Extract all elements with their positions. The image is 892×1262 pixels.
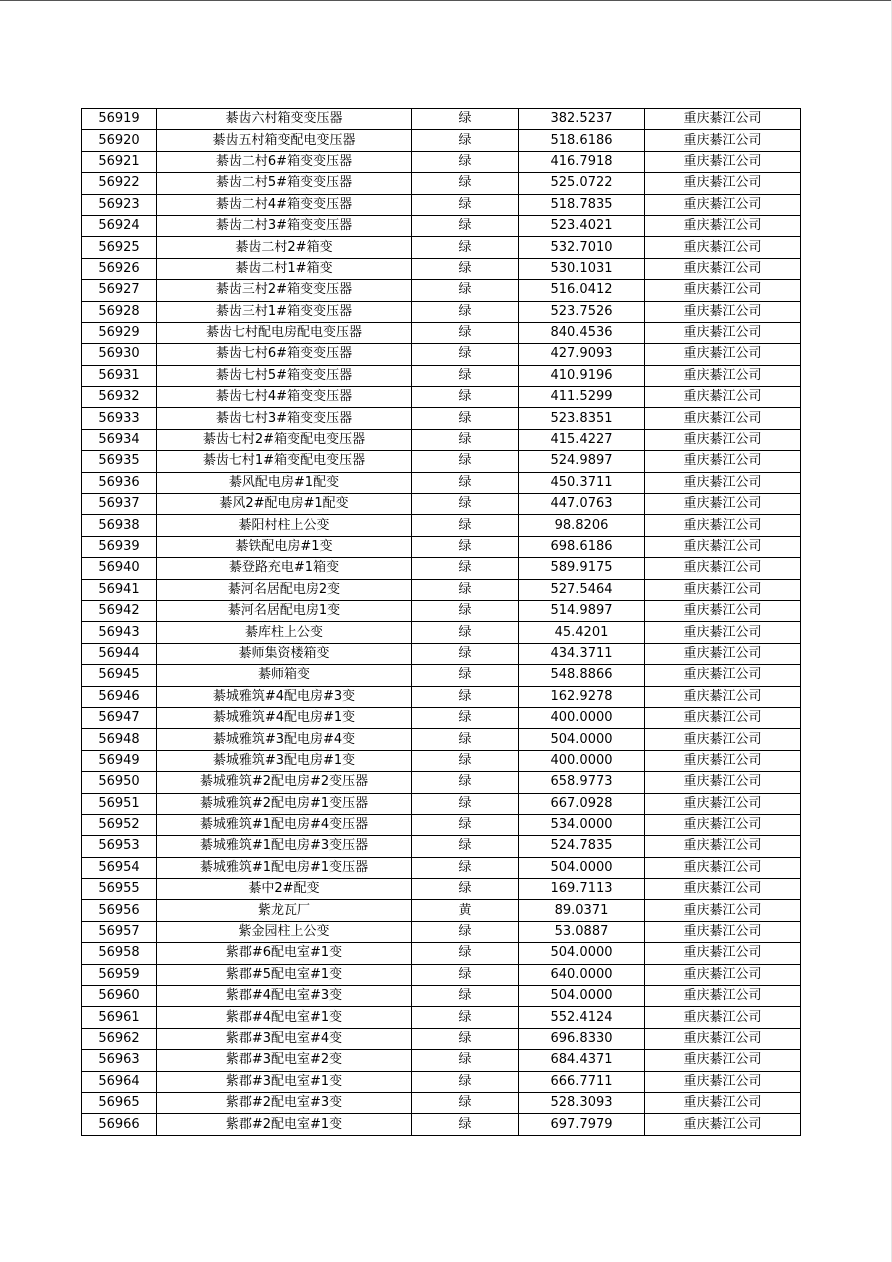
table-row: [82, 280, 801, 301]
row-company-cell: 重庆綦江公司: [645, 900, 801, 921]
table-row: [82, 729, 801, 750]
table-row: [82, 194, 801, 215]
table-row: [82, 408, 801, 429]
row-name-cell: 綦城雅筑#3配电房#4变: [157, 729, 412, 750]
row-name-cell: 綦齿七村5#箱变变压器: [157, 365, 412, 386]
row-value-cell: 696.8330: [519, 1028, 645, 1049]
table-row: [82, 622, 801, 643]
row-id-cell: 56961: [82, 1007, 157, 1028]
row-name-cell: 綦城雅筑#2配电房#1变压器: [157, 793, 412, 814]
table-row: [82, 750, 801, 771]
row-id-cell: 56957: [82, 921, 157, 942]
row-company-cell: 重庆綦江公司: [645, 301, 801, 322]
row-status-cell: 绿: [412, 1071, 519, 1092]
row-id-cell: 56925: [82, 237, 157, 258]
row-id-cell: 56946: [82, 686, 157, 707]
row-id-cell: 56928: [82, 301, 157, 322]
table-row: [82, 900, 801, 921]
row-status-cell: 绿: [412, 344, 519, 365]
table-row: [82, 109, 801, 130]
row-value-cell: 434.3711: [519, 643, 645, 664]
row-name-cell: 綦河名居配电房2变: [157, 579, 412, 600]
row-value-cell: 530.1031: [519, 258, 645, 279]
row-value-cell: 162.9278: [519, 686, 645, 707]
row-id-cell: 56950: [82, 772, 157, 793]
row-id-cell: 56940: [82, 558, 157, 579]
row-id-cell: 56941: [82, 579, 157, 600]
row-company-cell: 重庆綦江公司: [645, 130, 801, 151]
row-value-cell: 528.3093: [519, 1092, 645, 1113]
row-value-cell: 697.7979: [519, 1114, 645, 1135]
row-value-cell: 840.4536: [519, 322, 645, 343]
row-name-cell: 綦齿五村箱变配电变压器: [157, 130, 412, 151]
row-status-cell: 绿: [412, 151, 519, 172]
row-name-cell: 紫郡#3配电室#2变: [157, 1050, 412, 1071]
row-name-cell: 綦齿二村4#箱变变压器: [157, 194, 412, 215]
row-company-cell: 重庆綦江公司: [645, 1092, 801, 1113]
row-company-cell: 重庆綦江公司: [645, 1028, 801, 1049]
row-company-cell: 重庆綦江公司: [645, 515, 801, 536]
row-value-cell: 45.4201: [519, 622, 645, 643]
row-company-cell: 重庆綦江公司: [645, 729, 801, 750]
row-name-cell: 綦师箱变: [157, 665, 412, 686]
row-company-cell: 重庆綦江公司: [645, 280, 801, 301]
row-id-cell: 56934: [82, 429, 157, 450]
row-status-cell: 绿: [412, 857, 519, 878]
table-row: [82, 579, 801, 600]
table-row: [82, 1028, 801, 1049]
row-id-cell: 56958: [82, 943, 157, 964]
row-value-cell: 400.0000: [519, 707, 645, 728]
row-name-cell: 綦齿六村箱变变压器: [157, 109, 412, 130]
row-name-cell: 紫郡#3配电室#1变: [157, 1071, 412, 1092]
row-id-cell: 56951: [82, 793, 157, 814]
row-id-cell: 56956: [82, 900, 157, 921]
row-id-cell: 56942: [82, 600, 157, 621]
row-value-cell: 504.0000: [519, 986, 645, 1007]
row-id-cell: 56949: [82, 750, 157, 771]
row-name-cell: 紫郡#4配电室#3变: [157, 986, 412, 1007]
row-status-cell: 绿: [412, 707, 519, 728]
row-value-cell: 532.7010: [519, 237, 645, 258]
row-name-cell: 綦铁配电房#1变: [157, 536, 412, 557]
row-id-cell: 56930: [82, 344, 157, 365]
row-status-cell: 绿: [412, 109, 519, 130]
row-value-cell: 416.7918: [519, 151, 645, 172]
row-status-cell: 绿: [412, 451, 519, 472]
row-value-cell: 667.0928: [519, 793, 645, 814]
table-row: [82, 943, 801, 964]
row-company-cell: 重庆綦江公司: [645, 750, 801, 771]
table-row: [82, 879, 801, 900]
row-status-cell: 绿: [412, 237, 519, 258]
row-name-cell: 紫龙瓦厂: [157, 900, 412, 921]
row-status-cell: 绿: [412, 387, 519, 408]
row-company-cell: 重庆綦江公司: [645, 579, 801, 600]
row-id-cell: 56964: [82, 1071, 157, 1092]
table-row: [82, 173, 801, 194]
row-id-cell: 56920: [82, 130, 157, 151]
row-value-cell: 53.0887: [519, 921, 645, 942]
row-id-cell: 56962: [82, 1028, 157, 1049]
row-company-cell: 重庆綦江公司: [645, 1050, 801, 1071]
row-status-cell: 绿: [412, 194, 519, 215]
row-name-cell: 綦城雅筑#4配电房#1变: [157, 707, 412, 728]
row-company-cell: 重庆綦江公司: [645, 237, 801, 258]
row-company-cell: 重庆綦江公司: [645, 943, 801, 964]
row-name-cell: 綦风2#配电房#1配变: [157, 494, 412, 515]
row-value-cell: 658.9773: [519, 772, 645, 793]
table-row: [82, 772, 801, 793]
table-row: [82, 237, 801, 258]
row-company-cell: 重庆綦江公司: [645, 793, 801, 814]
row-company-cell: 重庆綦江公司: [645, 387, 801, 408]
row-status-cell: 绿: [412, 215, 519, 236]
row-id-cell: 56944: [82, 643, 157, 664]
row-company-cell: 重庆綦江公司: [645, 322, 801, 343]
row-name-cell: 綦城雅筑#3配电房#1变: [157, 750, 412, 771]
row-id-cell: 56932: [82, 387, 157, 408]
table-row: [82, 793, 801, 814]
row-value-cell: 89.0371: [519, 900, 645, 921]
row-name-cell: 綦师集资楼箱变: [157, 643, 412, 664]
row-name-cell: 綦齿二村6#箱变变压器: [157, 151, 412, 172]
row-status-cell: 绿: [412, 793, 519, 814]
row-value-cell: 548.8866: [519, 665, 645, 686]
row-status-cell: 绿: [412, 1007, 519, 1028]
row-value-cell: 523.8351: [519, 408, 645, 429]
table-row: [82, 515, 801, 536]
table-row: [82, 686, 801, 707]
row-value-cell: 684.4371: [519, 1050, 645, 1071]
row-company-cell: 重庆綦江公司: [645, 429, 801, 450]
table-row: [82, 451, 801, 472]
table-row: [82, 536, 801, 557]
row-value-cell: 516.0412: [519, 280, 645, 301]
row-company-cell: 重庆綦江公司: [645, 1114, 801, 1135]
row-value-cell: 524.7835: [519, 836, 645, 857]
row-name-cell: 綦齿二村1#箱变: [157, 258, 412, 279]
row-status-cell: 绿: [412, 365, 519, 386]
table-row: [82, 558, 801, 579]
row-status-cell: 绿: [412, 429, 519, 450]
table-row: [82, 707, 801, 728]
row-id-cell: 56939: [82, 536, 157, 557]
row-id-cell: 56953: [82, 836, 157, 857]
table-row: [82, 1050, 801, 1071]
row-status-cell: 黄: [412, 900, 519, 921]
row-value-cell: 411.5299: [519, 387, 645, 408]
table-row: [82, 258, 801, 279]
row-status-cell: 绿: [412, 600, 519, 621]
row-status-cell: 绿: [412, 879, 519, 900]
row-company-cell: 重庆綦江公司: [645, 986, 801, 1007]
row-value-cell: 518.7835: [519, 194, 645, 215]
row-value-cell: 524.9897: [519, 451, 645, 472]
row-status-cell: 绿: [412, 729, 519, 750]
row-id-cell: 56954: [82, 857, 157, 878]
row-name-cell: 綦齿三村2#箱变变压器: [157, 280, 412, 301]
row-company-cell: 重庆綦江公司: [645, 1007, 801, 1028]
row-id-cell: 56933: [82, 408, 157, 429]
row-id-cell: 56931: [82, 365, 157, 386]
row-company-cell: 重庆綦江公司: [645, 258, 801, 279]
row-value-cell: 698.6186: [519, 536, 645, 557]
row-id-cell: 56921: [82, 151, 157, 172]
row-company-cell: 重庆綦江公司: [645, 814, 801, 835]
table-row: [82, 151, 801, 172]
table-row: [82, 387, 801, 408]
row-value-cell: 666.7711: [519, 1071, 645, 1092]
row-company-cell: 重庆綦江公司: [645, 536, 801, 557]
row-company-cell: 重庆綦江公司: [645, 622, 801, 643]
row-company-cell: 重庆綦江公司: [645, 365, 801, 386]
row-status-cell: 绿: [412, 130, 519, 151]
row-company-cell: 重庆綦江公司: [645, 772, 801, 793]
row-name-cell: 綦河名居配电房1变: [157, 600, 412, 621]
row-id-cell: 56919: [82, 109, 157, 130]
row-value-cell: 518.6186: [519, 130, 645, 151]
row-id-cell: 56926: [82, 258, 157, 279]
row-id-cell: 56937: [82, 494, 157, 515]
row-value-cell: 504.0000: [519, 729, 645, 750]
table-row: [82, 836, 801, 857]
table-row: [82, 344, 801, 365]
row-name-cell: 綦齿七村3#箱变变压器: [157, 408, 412, 429]
row-status-cell: 绿: [412, 772, 519, 793]
row-id-cell: 56947: [82, 707, 157, 728]
row-id-cell: 56959: [82, 964, 157, 985]
row-value-cell: 415.4227: [519, 429, 645, 450]
row-id-cell: 56960: [82, 986, 157, 1007]
row-company-cell: 重庆綦江公司: [645, 472, 801, 493]
row-name-cell: 綦齿七村4#箱变变压器: [157, 387, 412, 408]
row-company-cell: 重庆綦江公司: [645, 600, 801, 621]
row-value-cell: 98.8206: [519, 515, 645, 536]
row-status-cell: 绿: [412, 536, 519, 557]
row-status-cell: 绿: [412, 665, 519, 686]
table-row: [82, 964, 801, 985]
row-status-cell: 绿: [412, 1114, 519, 1135]
row-status-cell: 绿: [412, 643, 519, 664]
row-value-cell: 410.9196: [519, 365, 645, 386]
row-company-cell: 重庆綦江公司: [645, 558, 801, 579]
table-row: [82, 301, 801, 322]
row-id-cell: 56952: [82, 814, 157, 835]
row-status-cell: 绿: [412, 301, 519, 322]
row-name-cell: 綦阳村柱上公变: [157, 515, 412, 536]
row-value-cell: 450.3711: [519, 472, 645, 493]
table-row: [82, 857, 801, 878]
row-id-cell: 56924: [82, 215, 157, 236]
row-company-cell: 重庆綦江公司: [645, 173, 801, 194]
row-company-cell: 重庆綦江公司: [645, 836, 801, 857]
row-value-cell: 589.9175: [519, 558, 645, 579]
row-status-cell: 绿: [412, 921, 519, 942]
transformer-table: [81, 108, 801, 1136]
row-name-cell: 綦齿二村5#箱变变压器: [157, 173, 412, 194]
row-status-cell: 绿: [412, 173, 519, 194]
row-company-cell: 重庆綦江公司: [645, 964, 801, 985]
row-name-cell: 綦城雅筑#1配电房#1变压器: [157, 857, 412, 878]
row-status-cell: 绿: [412, 964, 519, 985]
table-row: [82, 365, 801, 386]
table-row: [82, 600, 801, 621]
table-body: [82, 109, 801, 1136]
row-value-cell: 527.5464: [519, 579, 645, 600]
row-value-cell: 427.9093: [519, 344, 645, 365]
row-id-cell: 56929: [82, 322, 157, 343]
row-id-cell: 56963: [82, 1050, 157, 1071]
row-company-cell: 重庆綦江公司: [645, 408, 801, 429]
row-name-cell: 綦齿七村配电房配电变压器: [157, 322, 412, 343]
row-value-cell: 504.0000: [519, 943, 645, 964]
row-status-cell: 绿: [412, 280, 519, 301]
row-status-cell: 绿: [412, 515, 519, 536]
row-id-cell: 56943: [82, 622, 157, 643]
row-company-cell: 重庆綦江公司: [645, 151, 801, 172]
row-status-cell: 绿: [412, 408, 519, 429]
row-value-cell: 514.9897: [519, 600, 645, 621]
row-value-cell: 382.5237: [519, 109, 645, 130]
row-status-cell: 绿: [412, 1028, 519, 1049]
row-name-cell: 紫郡#5配电室#1变: [157, 964, 412, 985]
table-row: [82, 814, 801, 835]
row-company-cell: 重庆綦江公司: [645, 344, 801, 365]
table-row: [82, 1114, 801, 1135]
row-id-cell: 56922: [82, 173, 157, 194]
row-name-cell: 綦城雅筑#1配电房#4变压器: [157, 814, 412, 835]
row-status-cell: 绿: [412, 494, 519, 515]
row-id-cell: 56935: [82, 451, 157, 472]
row-company-cell: 重庆綦江公司: [645, 451, 801, 472]
row-name-cell: 綦风配电房#1配变: [157, 472, 412, 493]
row-name-cell: 紫金园柱上公变: [157, 921, 412, 942]
row-id-cell: 56945: [82, 665, 157, 686]
row-status-cell: 绿: [412, 836, 519, 857]
row-value-cell: 447.0763: [519, 494, 645, 515]
table-row: [82, 130, 801, 151]
row-id-cell: 56923: [82, 194, 157, 215]
row-value-cell: 523.7526: [519, 301, 645, 322]
row-company-cell: 重庆綦江公司: [645, 494, 801, 515]
row-id-cell: 56955: [82, 879, 157, 900]
row-name-cell: 綦齿七村2#箱变配电变压器: [157, 429, 412, 450]
table-row: [82, 665, 801, 686]
table-row: [82, 1007, 801, 1028]
table-row: [82, 1071, 801, 1092]
row-value-cell: 523.4021: [519, 215, 645, 236]
row-name-cell: 綦库柱上公变: [157, 622, 412, 643]
row-status-cell: 绿: [412, 579, 519, 600]
row-company-cell: 重庆綦江公司: [645, 879, 801, 900]
row-status-cell: 绿: [412, 322, 519, 343]
table-row: [82, 429, 801, 450]
row-company-cell: 重庆綦江公司: [645, 194, 801, 215]
row-value-cell: 552.4124: [519, 1007, 645, 1028]
row-name-cell: 紫郡#3配电室#4变: [157, 1028, 412, 1049]
row-name-cell: 綦齿三村1#箱变变压器: [157, 301, 412, 322]
table-row: [82, 472, 801, 493]
row-name-cell: 綦城雅筑#4配电房#3变: [157, 686, 412, 707]
row-status-cell: 绿: [412, 1050, 519, 1071]
row-status-cell: 绿: [412, 943, 519, 964]
table-row: [82, 1092, 801, 1113]
row-status-cell: 绿: [412, 622, 519, 643]
row-name-cell: 綦齿七村1#箱变配电变压器: [157, 451, 412, 472]
row-name-cell: 綦齿二村3#箱变变压器: [157, 215, 412, 236]
row-name-cell: 綦中2#配变: [157, 879, 412, 900]
table-row: [82, 494, 801, 515]
row-id-cell: 56966: [82, 1114, 157, 1135]
row-value-cell: 640.0000: [519, 964, 645, 985]
row-status-cell: 绿: [412, 1092, 519, 1113]
row-id-cell: 56938: [82, 515, 157, 536]
row-name-cell: 綦城雅筑#1配电房#3变压器: [157, 836, 412, 857]
row-name-cell: 紫郡#2配电室#1变: [157, 1114, 412, 1135]
row-name-cell: 紫郡#6配电室#1变: [157, 943, 412, 964]
row-company-cell: 重庆綦江公司: [645, 857, 801, 878]
row-name-cell: 綦齿二村2#箱变: [157, 237, 412, 258]
row-value-cell: 534.0000: [519, 814, 645, 835]
row-name-cell: 綦城雅筑#2配电房#2变压器: [157, 772, 412, 793]
table-row: [82, 643, 801, 664]
row-company-cell: 重庆綦江公司: [645, 665, 801, 686]
row-status-cell: 绿: [412, 558, 519, 579]
row-id-cell: 56965: [82, 1092, 157, 1113]
table-row: [82, 322, 801, 343]
page-top-border: [0, 0, 892, 1]
row-company-cell: 重庆綦江公司: [645, 707, 801, 728]
row-status-cell: 绿: [412, 986, 519, 1007]
row-value-cell: 400.0000: [519, 750, 645, 771]
row-company-cell: 重庆綦江公司: [645, 643, 801, 664]
table-row: [82, 986, 801, 1007]
row-company-cell: 重庆綦江公司: [645, 921, 801, 942]
row-name-cell: 綦登路充电#1箱变: [157, 558, 412, 579]
row-value-cell: 525.0722: [519, 173, 645, 194]
row-id-cell: 56948: [82, 729, 157, 750]
row-company-cell: 重庆綦江公司: [645, 109, 801, 130]
row-status-cell: 绿: [412, 750, 519, 771]
row-status-cell: 绿: [412, 472, 519, 493]
row-company-cell: 重庆綦江公司: [645, 215, 801, 236]
table-row: [82, 215, 801, 236]
row-value-cell: 169.7113: [519, 879, 645, 900]
table-row: [82, 921, 801, 942]
row-name-cell: 紫郡#4配电室#1变: [157, 1007, 412, 1028]
row-value-cell: 504.0000: [519, 857, 645, 878]
row-status-cell: 绿: [412, 686, 519, 707]
row-id-cell: 56936: [82, 472, 157, 493]
row-company-cell: 重庆綦江公司: [645, 1071, 801, 1092]
row-status-cell: 绿: [412, 814, 519, 835]
row-id-cell: 56927: [82, 280, 157, 301]
row-name-cell: 綦齿七村6#箱变变压器: [157, 344, 412, 365]
row-company-cell: 重庆綦江公司: [645, 686, 801, 707]
row-status-cell: 绿: [412, 258, 519, 279]
row-name-cell: 紫郡#2配电室#3变: [157, 1092, 412, 1113]
